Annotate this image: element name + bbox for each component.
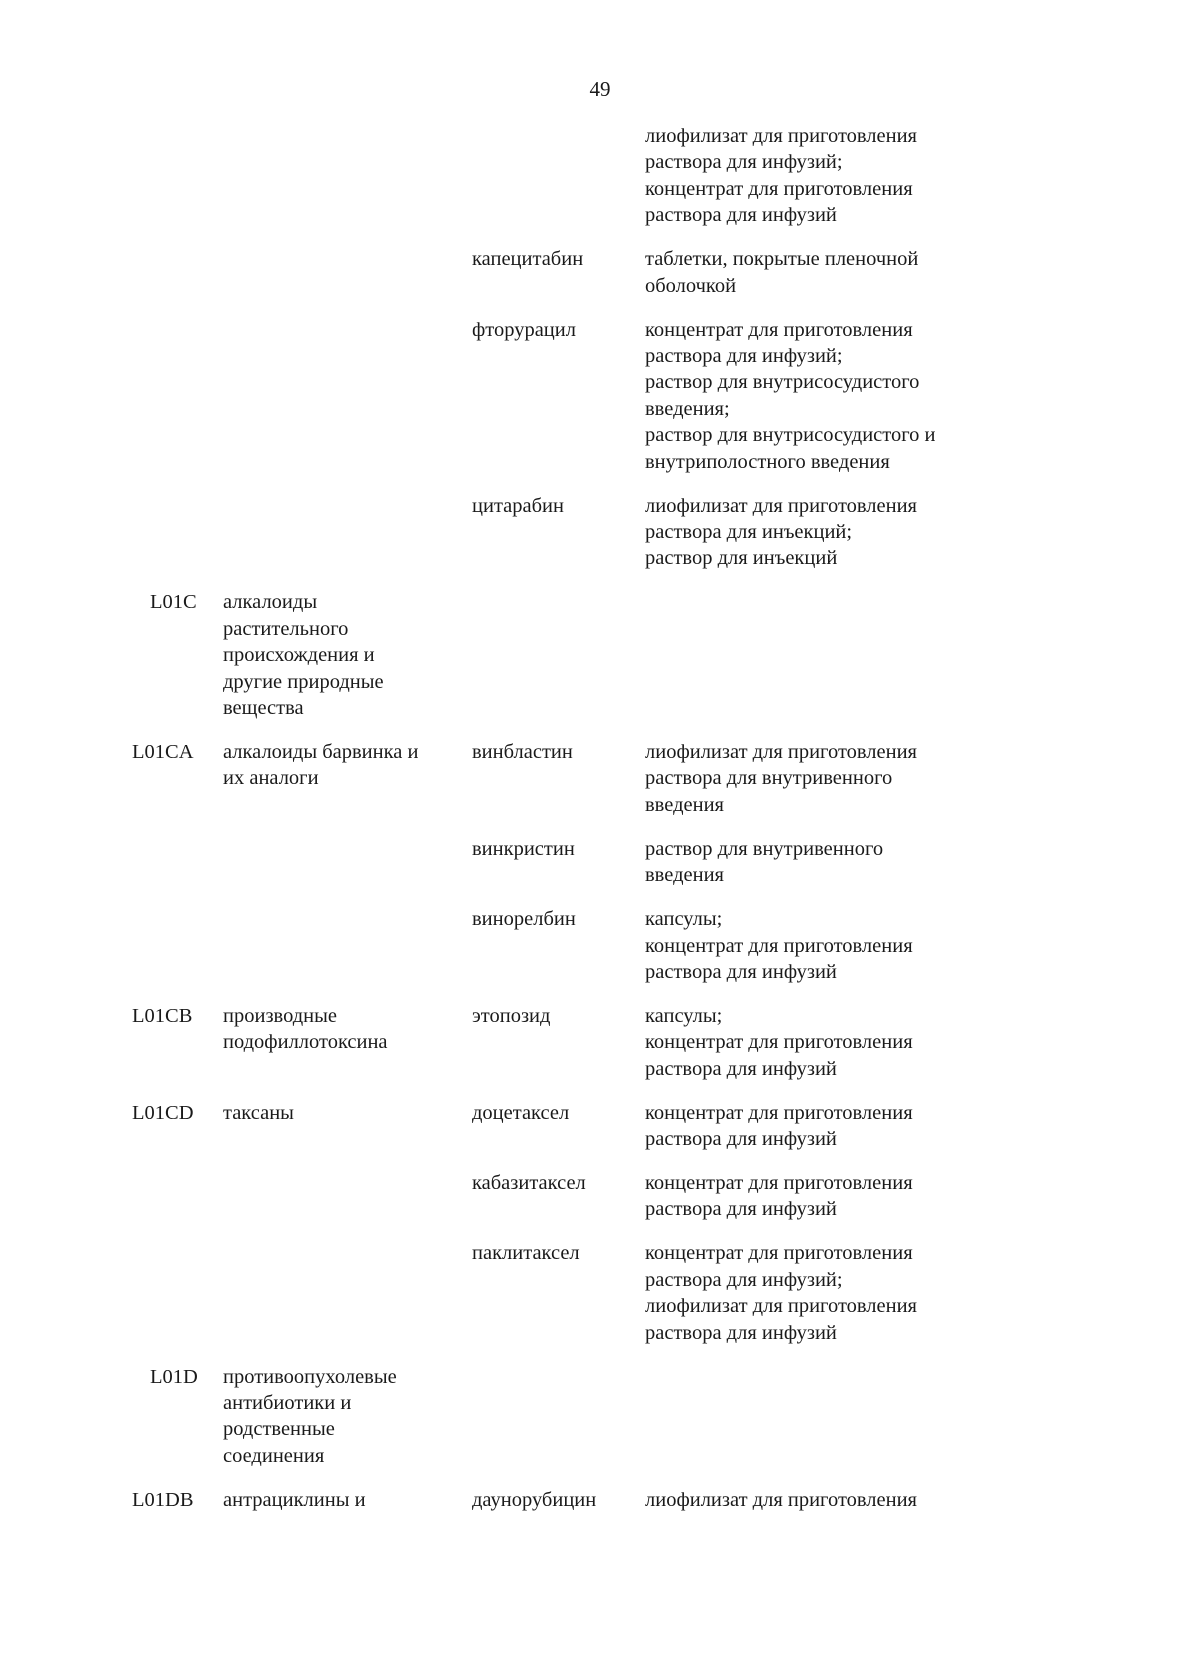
atc-group-name-line: подофиллотоксина [223, 1031, 388, 1054]
drug-name: этопозид [472, 1004, 551, 1027]
atc-code: L01CB [132, 1004, 193, 1027]
table-row [0, 1100, 1200, 1153]
drug-name: кабазитаксел [472, 1172, 586, 1195]
table-row [0, 739, 1200, 818]
atc-group-name [223, 1364, 453, 1470]
dosage-forms-line: раствора для инфузий [645, 1057, 837, 1080]
atc-group-name [223, 1487, 453, 1513]
dosage-forms [645, 739, 917, 818]
dosage-forms-line: раствор для внутривенного [645, 837, 884, 860]
dosage-forms [645, 1487, 917, 1513]
table-row [0, 246, 1200, 299]
dosage-forms [645, 493, 917, 572]
drug-name: фторурацил [472, 318, 576, 341]
atc-group-name-line: родственные [223, 1418, 335, 1441]
drug-name: доцетаксел [472, 1101, 570, 1124]
dosage-forms-line: оболочкой [645, 274, 737, 297]
dosage-forms-line: раствор для внутрисосудистого [645, 371, 920, 394]
atc-group-name-line: антибиотики и [223, 1392, 352, 1415]
atc-group-name-line: противоопухолевые [223, 1365, 397, 1388]
dosage-forms-line: лиофилизат для приготовления [645, 494, 917, 517]
dosage-forms-line: раствора для инфузий [645, 1321, 837, 1344]
dosage-forms-line: концентрат для приготовления [645, 1242, 913, 1265]
drug-name: винорелбин [472, 908, 576, 931]
dosage-forms-line: раствора для внутривенного [645, 767, 893, 790]
dosage-forms [645, 906, 913, 985]
atc-code: L01CA [132, 740, 194, 763]
dosage-forms-line: лиофилизат для приготовления [645, 125, 917, 147]
dosage-forms [645, 836, 883, 889]
atc-group-name-line: таксаны [223, 1101, 294, 1124]
dosage-forms-line: внутриполостного введения [645, 450, 890, 473]
dosage-forms-line: раствора для инфузий; [645, 344, 843, 367]
atc-code: L01D [150, 1365, 198, 1388]
dosage-forms-line: капсулы; [645, 908, 723, 931]
dosage-forms-line: лиофилизат для приготовления [645, 1488, 917, 1511]
atc-code: L01DB [132, 1488, 194, 1511]
table-row [0, 1003, 1200, 1082]
atc-group-name-line: алкалоиды барвинка и [223, 740, 419, 763]
dosage-forms-line: раствор для инъекций [645, 547, 838, 570]
dosage-forms-line: раствора для инфузий [645, 960, 837, 983]
dosage-forms-line: раствор для внутрисосудистого и [645, 424, 936, 447]
dosage-forms-line: концентрат для приготовления [645, 934, 913, 957]
atc-group-name-line: вещества [223, 696, 304, 719]
atc-group-name [223, 739, 453, 792]
dosage-forms [645, 1240, 917, 1346]
dosage-forms-line: раствора для инфузий; [645, 1268, 843, 1291]
dosage-forms [645, 1170, 913, 1223]
table-row [0, 906, 1200, 985]
atc-group-name [223, 1003, 453, 1056]
dosage-forms-line: введения [645, 864, 724, 887]
drug-name: цитарабин [472, 494, 564, 517]
drug-name: винкристин [472, 837, 575, 860]
drug-name: капецитабин [472, 248, 584, 271]
dosage-forms-line: раствора для инфузий; [645, 151, 843, 174]
drug-name: винбластин [472, 740, 573, 763]
dosage-forms-line: лиофилизат для приготовления [645, 740, 917, 763]
dosage-forms-line: введения [645, 793, 724, 816]
dosage-forms-line: раствора для инъекций; [645, 520, 853, 543]
atc-code: L01CD [132, 1101, 194, 1124]
atc-group-name-line: растительного [223, 617, 349, 640]
atc-group-name-line: соединения [223, 1444, 325, 1467]
page-number: 49 [589, 77, 611, 101]
table-row [0, 493, 1200, 572]
dosage-forms [645, 246, 918, 299]
dosage-forms-line: раствора для инфузий [645, 1128, 837, 1151]
dosage-forms-line: концентрат для приготовления [645, 1031, 913, 1054]
table-row [0, 1240, 1200, 1346]
table-row [0, 836, 1200, 889]
medication-table [0, 123, 1200, 1531]
table-row [0, 589, 1200, 721]
dosage-forms [645, 1003, 913, 1082]
table-row [0, 317, 1200, 475]
dosage-forms-line: раствора для инфузий [645, 1198, 837, 1221]
dosage-forms-line: капсулы; [645, 1004, 723, 1027]
atc-group-name-line: другие природные [223, 670, 384, 693]
atc-group-name-line: производные [223, 1004, 338, 1027]
dosage-forms-line: лиофилизат для приготовления [645, 1295, 917, 1318]
dosage-forms-line: введения; [645, 397, 730, 420]
atc-group-name-line: происхождения и [223, 644, 375, 667]
dosage-forms [645, 123, 917, 229]
dosage-forms-line: концентрат для приготовления [645, 177, 913, 200]
drug-name: даунорубицин [472, 1488, 597, 1511]
atc-code: L01C [150, 591, 197, 614]
dosage-forms-line: концентрат для приготовления [645, 318, 913, 341]
dosage-forms [645, 1100, 913, 1153]
atc-group-name [223, 1100, 453, 1126]
table-row [0, 123, 1200, 229]
drug-name: паклитаксел [472, 1242, 580, 1265]
table-row [0, 1487, 1200, 1513]
dosage-forms-line: концентрат для приготовления [645, 1172, 913, 1195]
dosage-forms-line: таблетки, покрытые пленочной [645, 248, 919, 271]
table-row [0, 1364, 1200, 1470]
atc-group-name-line: их аналоги [223, 767, 319, 790]
dosage-forms [645, 317, 935, 475]
table-row [0, 1170, 1200, 1223]
atc-group-name-line: алкалоиды [223, 591, 318, 614]
atc-group-name [223, 589, 453, 721]
dosage-forms-line: концентрат для приготовления [645, 1101, 913, 1124]
atc-group-name-line: антрациклины и [223, 1488, 366, 1511]
dosage-forms-line: раствора для инфузий [645, 204, 837, 227]
